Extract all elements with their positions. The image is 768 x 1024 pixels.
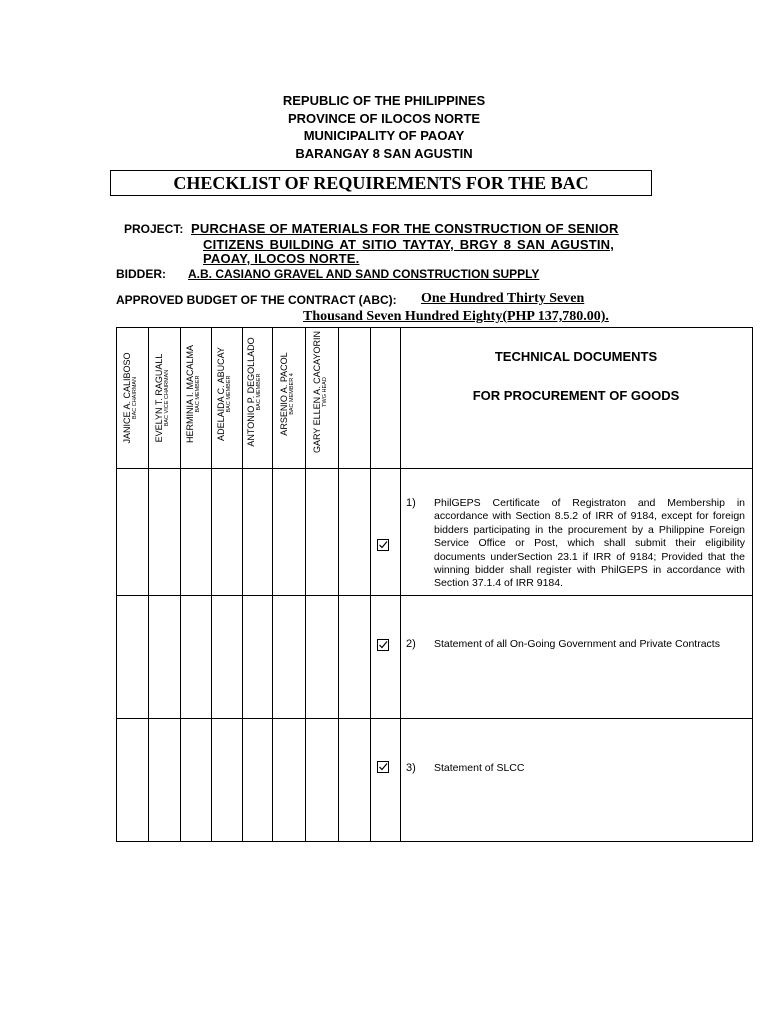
member-name-5: ANTONIO P. DEGOLLADO BAC MEMBER	[246, 337, 262, 447]
abc-value-line-1: One Hundred Thirty Seven	[421, 291, 585, 306]
member-name-7: GARY ELLEN A. CACAYORIN TWG HEAD	[312, 330, 328, 454]
section-title-2: FOR PROCUREMENT OF GOODS	[472, 388, 680, 403]
document-header	[0, 92, 768, 162]
item-text-1: PhilGEPS Certificate of Registraton and Membership in accordance with Section 8.5.2 of IRR of 9184, except for foreign bidders participating in the procurement by a Philippine Foreign Service Office or Post, which shall submit their eligibility documents underSection 23.1 if IRR of 9184; Provided that the winning bidder shall register with PhilGEPS in accordance with Section 37.1.4 of IRR 9184.	[434, 497, 745, 590]
bidder-label: BIDDER:	[116, 267, 166, 281]
project-line-3: PAOAY, ILOCOS NORTE.	[203, 251, 360, 266]
item-text-3: Statement of SLCC	[434, 762, 525, 774]
header-line-4: BARANGAY 8 SAN AGUSTIN	[295, 145, 473, 161]
header-line-1: REPUBLIC OF THE PHILIPPINES	[282, 93, 486, 108]
header-line-3: MUNICIPALITY OF PAOAY	[303, 128, 465, 143]
member-name-6: ARSENIO A. PACOL BAC MEMBER 4	[279, 352, 295, 436]
member-name-1: JANICE A. CALIBOSO BAC CHAIRMAN	[122, 352, 138, 444]
checked-box-icon	[377, 539, 389, 551]
abc-value-line-2: Thousand Seven Hundred Eighty(PHP 137,780.00).	[303, 309, 609, 324]
project-line-2: CITIZENS BUILDING AT SITIO TAYTAY, BRGY 8 SAN AGUSTIN,	[203, 237, 615, 252]
member-name-2: EVELYN T. RAGUALL BAC VICE CHAIRMAN	[154, 353, 170, 443]
abc-label: APPROVED BUDGET OF THE CONTRACT (ABC):	[116, 293, 397, 307]
document-title: CHECKLIST OF REQUIREMENTS FOR THE BAC	[110, 170, 652, 196]
checked-box-icon	[377, 639, 389, 651]
checked-box-icon	[377, 761, 389, 773]
header-line-2: PROVINCE OF ILOCOS NORTE	[287, 110, 481, 126]
member-name-4: ADELAIDA C. ABUCAY BAC MEMBER	[216, 347, 232, 441]
section-title-1: TECHNICAL DOCUMENTS	[494, 349, 658, 364]
project-line-1: PURCHASE OF MATERIALS FOR THE CONSTRUCTION OF SENIOR	[191, 221, 619, 236]
bidder-value: A.B. CASIANO GRAVEL AND SAND CONSTRUCTION SUPPLY	[188, 267, 540, 281]
item-number-3: 3)	[406, 762, 416, 774]
item-number-2: 2)	[406, 638, 416, 650]
member-name-3: HERMINIA I. MACALMA BAC MEMBER	[185, 345, 201, 444]
project-label: PROJECT:	[124, 222, 184, 236]
item-text-2: Statement of all On-Going Government and Private Contracts	[434, 638, 720, 650]
item-number-1: 1)	[406, 497, 416, 509]
